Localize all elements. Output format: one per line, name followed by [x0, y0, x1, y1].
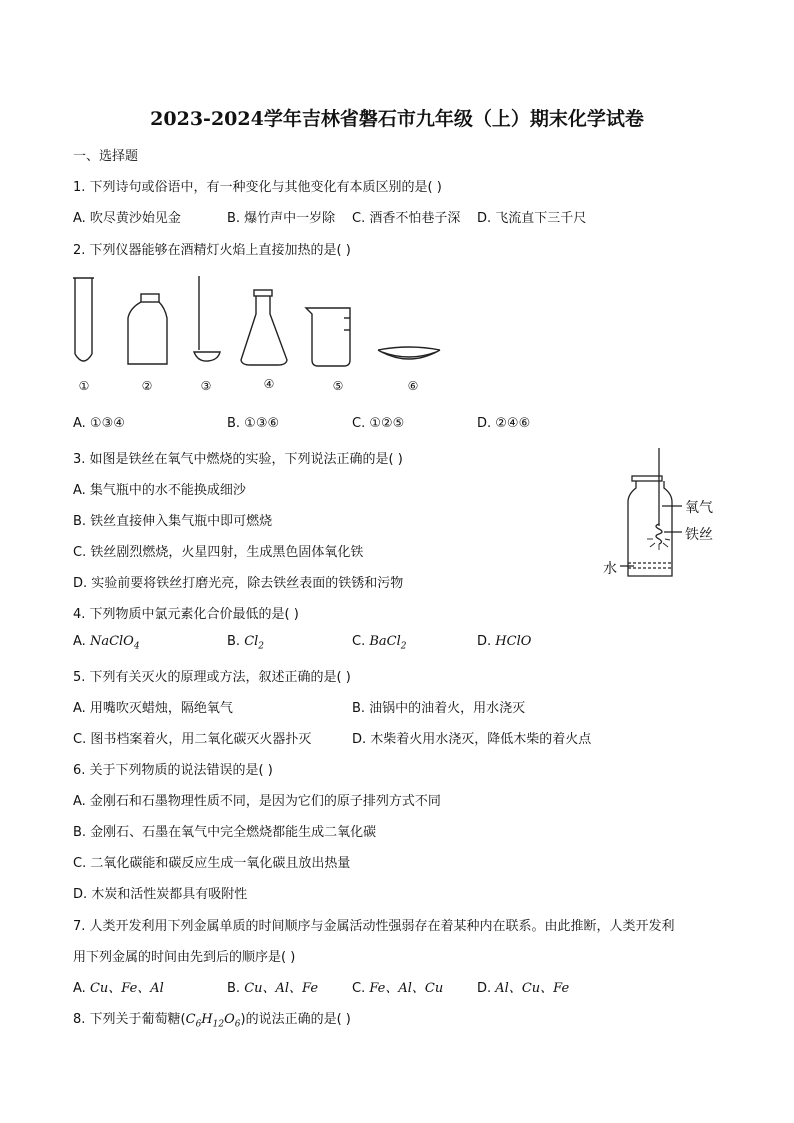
- caption-6: ⑥: [407, 379, 419, 393]
- question-7-stem-line-2: 用下列金属的时间由先到后的顺序是( ): [73, 950, 296, 965]
- caption-4: ④: [263, 377, 275, 391]
- q2-option-b[interactable]: B. ①③⑥: [227, 416, 280, 431]
- combustion-spoon-icon: [194, 276, 220, 361]
- q3-option-d[interactable]: D. 实验前要将铁丝打磨光亮，除去铁丝表面的铁锈和污物: [73, 576, 404, 591]
- q1-option-d[interactable]: D. 飞流直下三千尺: [477, 211, 587, 226]
- beaker-icon: [306, 308, 350, 366]
- question-4-stem: 4. 下列物质中氯元素化合价最低的是( ): [73, 607, 299, 622]
- question-3-stem: 3. 如图是铁丝在氧气中燃烧的实验，下列说法正确的是( ): [73, 452, 403, 467]
- evaporating-dish-icon: [378, 347, 440, 359]
- q2-option-a[interactable]: A. ①③④: [73, 416, 125, 431]
- q6-option-a[interactable]: A. 金刚石和石墨物理性质不同，是因为它们的原子排列方式不同: [73, 794, 441, 809]
- q7-option-c[interactable]: C. Fe、Al、Cu: [352, 981, 444, 996]
- caption-2: ②: [141, 379, 153, 393]
- q1-option-a[interactable]: A. 吹尽黄沙始见金: [73, 211, 181, 226]
- lab-apparatus-figure: [60, 270, 460, 370]
- q5-option-c[interactable]: C. 图书档案着火，用二氧化碳灭火器扑灭: [73, 732, 312, 747]
- sparks-icon: [647, 539, 670, 550]
- q7-option-b[interactable]: B. Cu、Al、Fe: [227, 981, 319, 996]
- label-oxygen: 氧气: [685, 500, 713, 516]
- q6-option-b[interactable]: B. 金刚石、石墨在氧气中完全燃烧都能生成二氧化碳: [73, 825, 377, 840]
- label-iron-wire: 铁丝: [685, 527, 713, 543]
- q6-option-c[interactable]: C. 二氧化碳能和碳反应生成一氧化碳且放出热量: [73, 856, 351, 871]
- q5-option-a[interactable]: A. 用嘴吹灭蜡烛，隔绝氧气: [73, 701, 233, 716]
- q7-option-d[interactable]: D. Al、Cu、Fe: [477, 981, 570, 996]
- q3-option-c[interactable]: C. 铁丝剧烈燃烧，火星四射，生成黑色固体氧化铁: [73, 545, 364, 560]
- label-water: 水: [603, 561, 617, 577]
- conical-flask-icon: [241, 290, 287, 365]
- q6-option-d[interactable]: D. 木炭和活性炭都具有吸附性: [73, 887, 248, 902]
- question-6-stem: 6. 关于下列物质的说法错误的是( ): [73, 763, 273, 778]
- test-tube-icon: [73, 278, 94, 361]
- q4-option-a[interactable]: A. NaClO$_4$: [73, 634, 140, 652]
- q1-option-c[interactable]: C. 酒香不怕巷子深: [352, 211, 461, 226]
- caption-3: ③: [200, 379, 212, 393]
- question-5-stem: 5. 下列有关灭火的原理或方法，叙述正确的是( ): [73, 670, 351, 685]
- caption-1: ①: [78, 379, 90, 393]
- reagent-bottle-icon: [128, 294, 167, 364]
- exam-title: 2023-2024学年吉林省磐石市九年级（上）期末化学试卷: [150, 108, 644, 130]
- iron-wire-coil-icon: [656, 524, 662, 544]
- q2-option-d[interactable]: D. ②④⑥: [477, 416, 531, 431]
- q7-option-a[interactable]: A. Cu、Fe、Al: [73, 981, 164, 996]
- q5-option-d[interactable]: D. 木柴着火用水浇灭，降低木柴的着火点: [352, 732, 592, 747]
- q3-option-a[interactable]: A. 集气瓶中的水不能换成细沙: [73, 483, 246, 498]
- question-2-stem: 2. 下列仪器能够在酒精灯火焰上直接加热的是( ): [73, 243, 351, 258]
- q4-option-b[interactable]: B. $Cl_2$: [227, 634, 265, 652]
- q4-option-d[interactable]: D. HClO: [477, 634, 532, 649]
- q4-option-c[interactable]: C. BaCl$_2$: [352, 634, 407, 652]
- caption-5: ⑤: [332, 379, 344, 393]
- q5-option-b[interactable]: B. 油锅中的油着火，用水浇灭: [352, 701, 526, 716]
- q1-option-b[interactable]: B. 爆竹声中一岁除: [227, 211, 336, 226]
- section-heading: 一、选择题: [73, 149, 139, 164]
- question-8-stem: 8. 下列关于葡萄糖$(C_6H_{12}O_6)$的说法正确的是( ): [73, 1012, 351, 1030]
- question-7-stem-line-1: 7. 人类开发利用下列金属单质的时间顺序与金属活动性强弱存在着某种内在联系。由此推断，人类开发利: [73, 919, 675, 934]
- q2-option-c[interactable]: C. ①②⑤: [352, 416, 405, 431]
- q3-option-b[interactable]: B. 铁丝直接伸入集气瓶中即可燃烧: [73, 514, 273, 529]
- question-1-stem: 1. 下列诗句或俗语中，有一种变化与其他变化有本质区别的是( ): [73, 180, 442, 195]
